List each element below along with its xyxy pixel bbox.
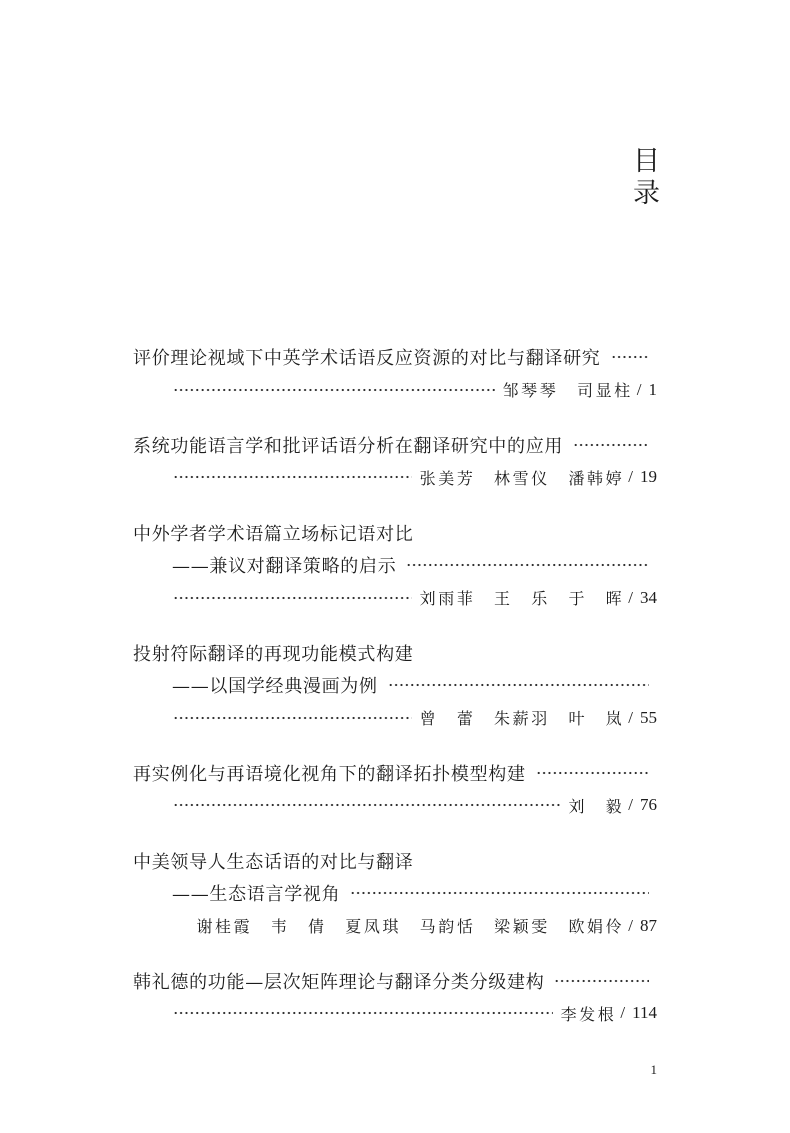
- dot-leader: [173, 715, 412, 721]
- entry-byline: [133, 702, 657, 734]
- toc-entry: [133, 845, 657, 942]
- entry-title: 再实例化与再语境化视角下的翻译拓扑模型构建: [133, 764, 526, 786]
- entry-title: 投射符际翻译的再现功能模式构建: [133, 643, 414, 665]
- entry-page-number: 114: [632, 1003, 657, 1023]
- entry-byline: [133, 581, 657, 613]
- entry-authors: 谢桂霞 韦 倩 夏凤琪 马韵恬 梁颖雯 欧娟伶: [196, 917, 625, 937]
- entry-title: 评价理论视域下中英学术话语反应资源的对比与翻译研究: [133, 348, 601, 370]
- entry-title-line: [133, 637, 657, 669]
- table-of-contents: [133, 341, 657, 1053]
- page-separator: /: [636, 379, 642, 399]
- entry-subtitle-line: [133, 669, 657, 701]
- entry-title-line: [133, 341, 657, 373]
- dot-leader: [173, 474, 412, 480]
- entry-subtitle-line: [133, 877, 657, 909]
- dot-leader: [173, 802, 560, 808]
- entry-authors: 刘雨菲 王 乐 于 晖: [419, 589, 625, 609]
- page-separator: /: [628, 587, 633, 607]
- entry-authors: 张美芳 林雪仪 潘韩婷: [419, 468, 625, 488]
- entry-page-number: 87: [640, 915, 657, 935]
- toc-entry: [133, 517, 657, 614]
- entry-page-number: 1: [648, 379, 657, 399]
- entry-title-line: [133, 965, 657, 997]
- entry-title: 韩礼德的功能—层次矩阵理论与翻译分类分级建构: [133, 972, 545, 994]
- dot-leader: [573, 442, 649, 448]
- toc-entry: [133, 757, 657, 822]
- toc-entry: [133, 429, 657, 494]
- toc-entry: [133, 965, 657, 1030]
- entry-title-line: [133, 429, 657, 461]
- entry-page-number: 19: [640, 467, 657, 487]
- page-separator: /: [628, 467, 633, 487]
- entry-subtitle: ——兼议对翻译策略的启示: [172, 556, 397, 578]
- entry-subtitle-line: [133, 549, 657, 581]
- page-number: 1: [650, 1062, 657, 1077]
- entry-page-number: 34: [640, 587, 657, 607]
- dot-leader: [173, 595, 412, 601]
- toc-entry: [133, 341, 657, 406]
- dot-leader: [388, 682, 649, 688]
- entry-page-number: 55: [640, 707, 657, 727]
- entry-title: 中美领导人生态话语的对比与翻译: [133, 851, 414, 873]
- page-separator: /: [628, 795, 633, 815]
- entry-authors: 李发根: [560, 1004, 617, 1024]
- entry-title: 中外学者学术语篇立场标记语对比: [133, 523, 414, 545]
- entry-byline: [133, 997, 657, 1029]
- entry-subtitle: ——生态语言学视角: [172, 884, 341, 906]
- entry-authors: 曾 蕾 朱薪羽 叶 岚: [419, 709, 625, 729]
- entry-byline: [133, 373, 657, 405]
- entry-authors: 刘 毅: [568, 796, 625, 816]
- entry-page-number: 76: [640, 795, 657, 815]
- entry-title-line: [133, 845, 657, 877]
- dot-leader: [406, 562, 649, 568]
- page-separator: /: [620, 1003, 626, 1023]
- entry-authors: 邹琴琴 司显柱: [502, 381, 633, 401]
- entry-byline: [133, 461, 657, 493]
- entry-title-line: [133, 517, 657, 549]
- entry-title-line: [133, 757, 657, 789]
- toc-entry: [133, 637, 657, 734]
- entry-byline: [133, 789, 657, 821]
- dot-leader: [350, 890, 649, 896]
- entry-subtitle: ——以国学经典漫画为例: [172, 676, 378, 698]
- page-separator: /: [628, 915, 633, 935]
- entry-title: 系统功能语言学和批评话语分析在翻译研究中的应用: [133, 435, 564, 457]
- dot-leader: [554, 978, 649, 984]
- dot-leader: [611, 354, 650, 360]
- dot-leader: [173, 387, 495, 393]
- dot-leader: [536, 770, 649, 776]
- page-title: 目录: [628, 146, 659, 210]
- entry-byline: [133, 909, 657, 941]
- page-separator: /: [628, 707, 633, 727]
- dot-leader: [173, 1010, 553, 1016]
